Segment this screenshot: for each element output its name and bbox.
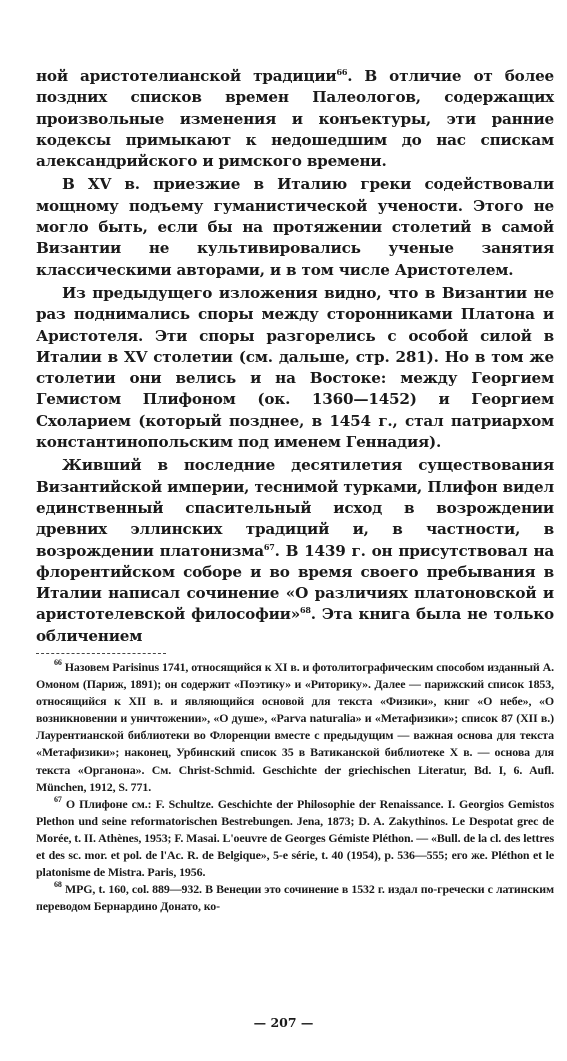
footnote-68 [36, 881, 554, 915]
paragraph-text: Живший в последние десятилетия существования Византийской империи, теснимой турками, Плифон видел единственный спасительный исход в возрождении древних эллинских традиций и, в частности, в возрождении платонизма [36, 456, 554, 560]
footnote-ref: 67 [263, 541, 275, 552]
footnote-number: 67 [54, 794, 62, 804]
paragraph-text: В XV в. приезжие в Италию греки содействовали мощному подъему гуманистической учености. Этого не могло быть, если бы на протяжении столетий в самой Византии не культивировались ученые занятия классическими авторами, и в том числе Аристотелем. [36, 175, 554, 279]
paragraph-2 [36, 174, 554, 280]
footnote-66 [36, 659, 554, 796]
footnote-ref: 66 [336, 67, 348, 77]
paragraph-3 [36, 283, 554, 453]
footnote-text: Назовем Parisinus 1741, относящийся к XI в. и фотолитографическим способом изданный А. Омоном (Париж, 1891); он содержит «Поэтику» и «Риторику». Далее — парижский список 1853, относящийся к XII в. и являющийся основой для текста «Физики», книг «О небе», «О возникновении и уничтожении», «О душе», «Parva naturalia» и «Метафизики»; список 87 (XII в.) Лаурентианской библиотеки во Флоренции вместе с предыдущим — важная основа для текста «Метафизики»; наконец, Урбинский список 35 в Ватиканской библиотеке X в. — основа для текста «Органона». См. Christ-Schmid. Geschichte der griechischen Literatur, Bd. I, 6. Aufl. München, 1912, S. 771. [36, 660, 555, 794]
paragraph-1 [36, 66, 554, 172]
paragraph-text: ной аристотелианской традиции [36, 67, 337, 85]
paragraph-text: . Эта книга была не только обличением [36, 605, 554, 645]
paragraph-text: . В отличие от более поздних списков времен Палеологов, содержащих произвольные изменения и конъектуры, эти ранние кодексы примыкают к недошедшим до нас спискам александрийского и римского времени. [36, 67, 554, 171]
footnote-text: О Плифоне см.: F. Schultze. Geschichte der Philosophie der Renaissance. I. Georgios Gemistos Plethon und seine reformatorischen Bestrebungen. Jena, 1873; D. A. Zakythinos. Le Despotat grec de Morée, t. II. Athènes, 1953; F. Masai. L'oeuvre de Georges Gémiste Pléthon. — «Bull. de la cl. des lettres et des sc. mor. et pol. de l'Ac. R. de Belgique», 5-e série, t. 40 (1954), p. 536—555; его же. Pléthon et le platonisme de Mistra. Paris, 1956. [36, 796, 554, 880]
footnote-ref: 68 [300, 605, 311, 616]
paragraph-text: Из предыдущего изложения видно, что в Византии не раз поднимались споры между сторонниками Платона и Аристотеля. Эти споры разгорелись с особой силой в Италии в XV столетии (см. дальше, стр. 281). Но в том же столетии они велись и на Востоке: между Георгием Гемистом Плифоном (ок. 1360—1452) и Георгием Схоларием (который позднее, в 1454 г., стал патриархом константинопольским под именем Геннадия). [36, 283, 554, 452]
paragraph-text: . В 1439 г. он присутствовал на флорентийском соборе и во время своего пребывания в Италии написал сочинение «О различиях платоновской и аристотелевской философии» [36, 541, 555, 624]
footnote-number: 68 [54, 880, 62, 890]
footnote-text: MPG, t. 160, col. 889—932. В Венеции это сочинение в 1532 г. издал по-гречески с латинским переводом Бернардино Донато, ко- [36, 882, 554, 914]
page-number: — 207 — [253, 1015, 314, 1030]
footnote-divider [36, 653, 166, 654]
page-content [36, 66, 554, 915]
paragraph-4 [36, 455, 554, 647]
footnote-67 [36, 796, 554, 881]
footnote-number: 66 [54, 658, 62, 668]
